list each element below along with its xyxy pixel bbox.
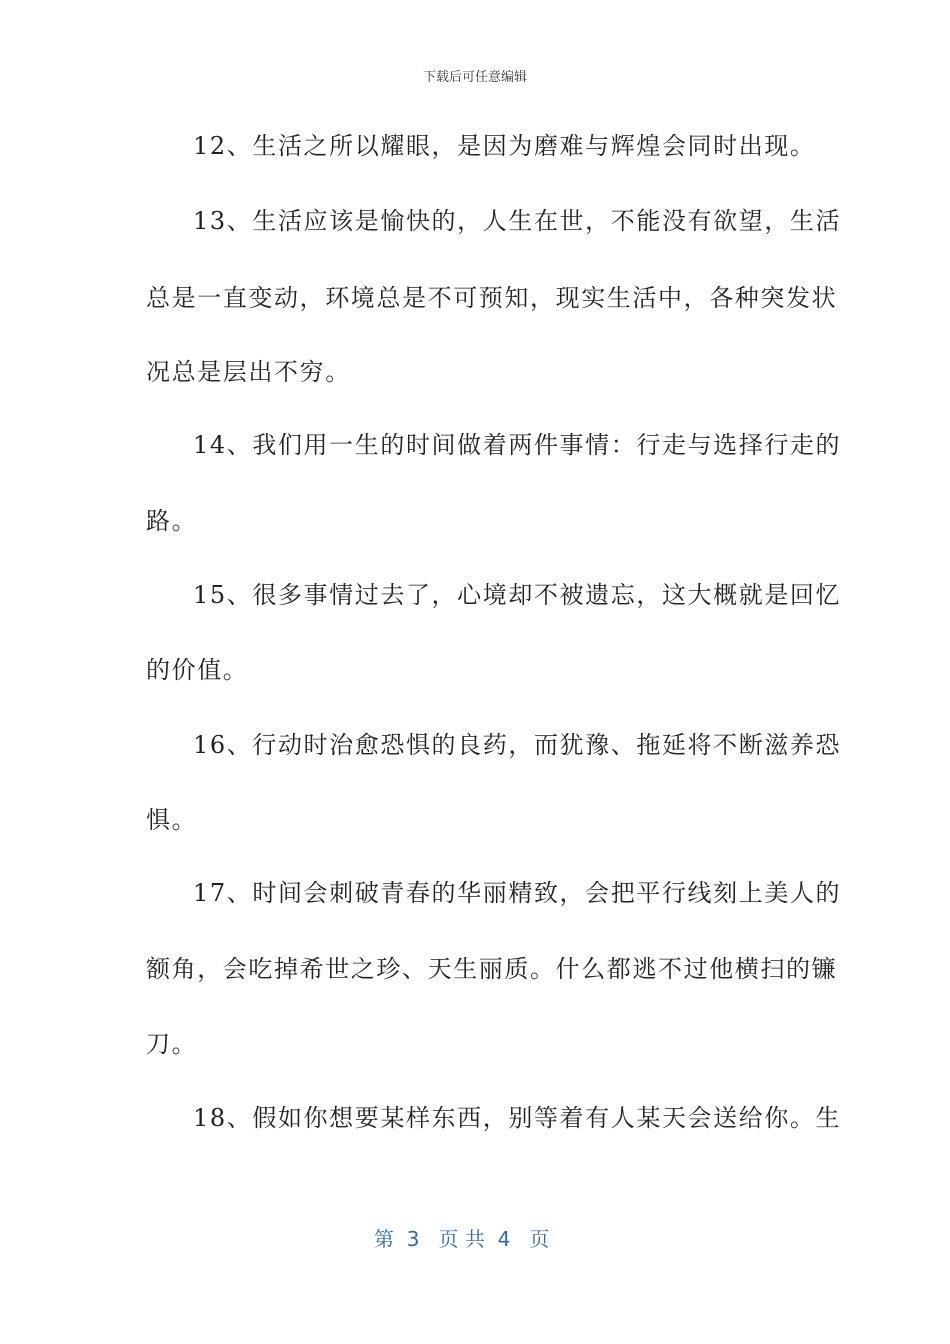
paragraph-16-line-1: 16、行动时治愈恐惧的良药，而犹豫、拖延将不断滋养恐 — [193, 731, 842, 759]
page-header: 下载后可任意编辑 — [422, 70, 527, 85]
paragraph-13-line-3: 况总是层出不穷。 — [146, 358, 351, 386]
paragraph-17-line-1: 17、时间会刺破青春的华丽精致，会把平行线刻上美人的 — [193, 879, 842, 907]
paragraph-12-line-1: 12、生活之所以耀眼，是因为磨难与辉煌会同时出现。 — [193, 132, 816, 160]
paragraph-17-line-2: 额角，会吃掉希世之珍、天生丽质。什么都逃不过他横扫的镰 — [146, 955, 838, 983]
page-number-footer: 第 3 页 共 4 页 — [374, 1227, 550, 1251]
paragraph-14-line-1: 14、我们用一生的时间做着两件事情：行走与选择行走的 — [193, 431, 842, 459]
paragraph-16-line-2: 惧。 — [146, 806, 198, 834]
paragraph-13-line-1: 13、生活应该是愉快的，人生在世，不能没有欲望，生活 — [193, 207, 842, 235]
paragraph-14-line-2: 路。 — [146, 507, 198, 535]
paragraph-18-line-1: 18、假如你想要某样东西，别等着有人某天会送给你。生 — [193, 1104, 842, 1132]
paragraph-15-line-2: 的价值。 — [146, 656, 249, 684]
paragraph-15-line-1: 15、很多事情过去了，心境却不被遗忘，这大概就是回忆 — [193, 581, 842, 609]
paragraph-13-line-2: 总是一直变动，环境总是不可预知，现实生活中，各种突发状 — [146, 284, 838, 312]
paragraph-17-line-3: 刀。 — [146, 1030, 198, 1058]
